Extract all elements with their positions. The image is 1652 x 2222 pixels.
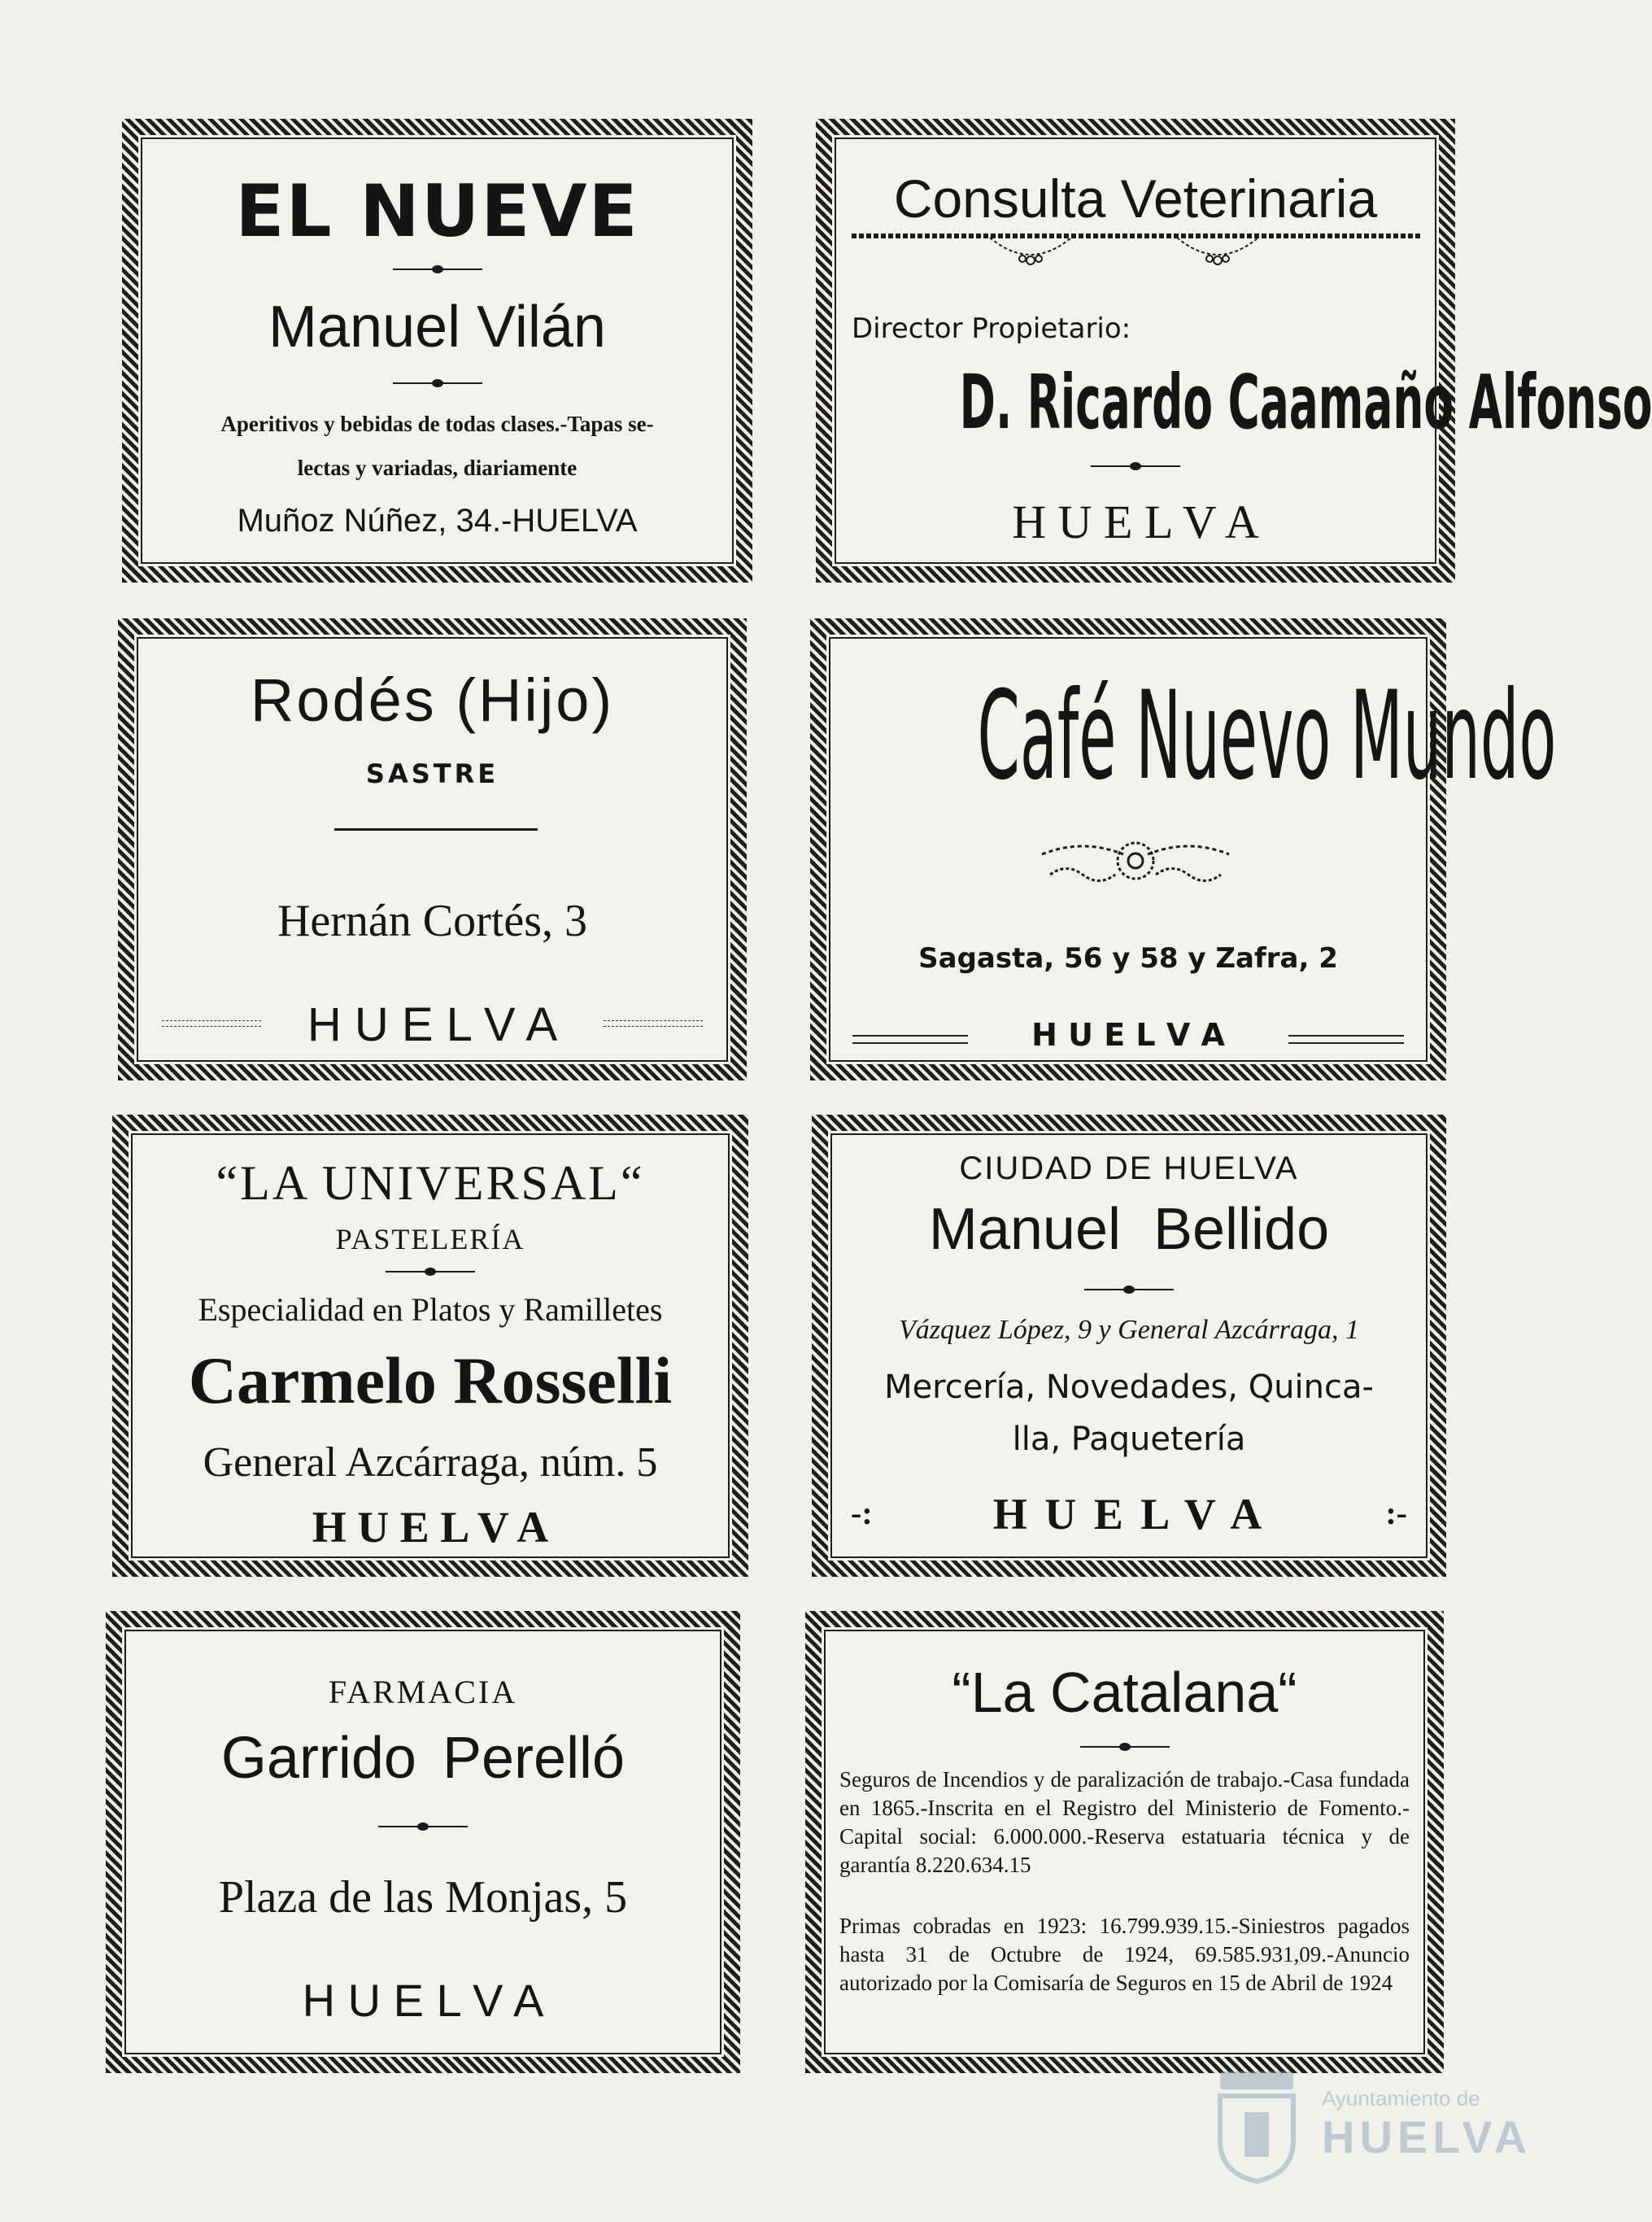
ad-name: D. Ricardo Caamaño Alfonso	[959, 359, 1652, 446]
ad-address: Plaza de las Monjas, 5	[218, 1872, 628, 1923]
ad-pre: FARMACIA	[328, 1674, 518, 1710]
ad-name: “La Catalana“	[952, 1661, 1297, 1724]
ornament-divider	[1080, 1743, 1170, 1751]
ad-manuel-bellido	[812, 1115, 1446, 1577]
ad-paragraph: Primas cobradas en 1923: 16.799.939.15.-Siniestros pagados hasta 31 de Octubre de 1924, 69.585.931,09.-Anuncio autorizado por la Comisaría de Seguros en 15 de Abril de 1924	[839, 1914, 1410, 1995]
ornament-divider	[393, 379, 482, 387]
ad-city: H U E L V A	[307, 998, 558, 1051]
watermark	[1208, 2063, 1532, 2185]
ad-city: H U E L V A	[992, 1490, 1266, 1539]
ornament-scroll	[1034, 830, 1237, 895]
ad-description: Aperitivos y bebidas de todas clases.-Tapas se-	[220, 412, 654, 436]
ad-pre: CIUDAD DE HUELVA	[959, 1150, 1299, 1186]
watermark-line1: Ayuntamiento de	[1322, 2086, 1480, 2111]
ad-title: EL NUEVE	[235, 169, 639, 253]
ad-trade: Mercería, Novedades, Quinca-	[884, 1369, 1374, 1406]
ad-name: Manuel Vilán	[268, 295, 606, 360]
coat-of-arms-icon	[1208, 2063, 1305, 2185]
ad-trade: lla, Paquetería	[1012, 1421, 1246, 1458]
ad-name: Garrido Perelló	[220, 1726, 625, 1791]
ad-address: Sagasta, 56 y 58 y Zafra, 2	[918, 942, 1338, 975]
ad-address: General Azcárraga, núm. 5	[203, 1439, 658, 1486]
double-rule	[1288, 1035, 1404, 1044]
divider-rule	[334, 828, 538, 831]
ad-specialty: Especialidad en Platos y Ramilletes	[198, 1291, 663, 1328]
ad-title: Consulta Veterinaria	[893, 168, 1378, 229]
ad-label: Director Propietario:	[852, 312, 1131, 345]
ad-trade: SASTRE	[365, 758, 499, 789]
ornament-divider	[393, 265, 482, 273]
dotted-rule	[604, 1020, 703, 1027]
ornament-bracket-right: :-	[1385, 1495, 1407, 1531]
ad-consulta-veterinaria	[816, 119, 1652, 583]
ad-city: H U E L V A	[1031, 1017, 1225, 1053]
ad-description: lectas y variadas, diariamente	[297, 456, 578, 480]
ad-city: H U E L V A	[302, 1975, 544, 2026]
ad-city: H U E L V A	[312, 1503, 549, 1552]
ad-farmacia	[106, 1611, 740, 2073]
ad-trade: PASTELERÍA	[335, 1223, 525, 1255]
ad-cafe-nuevo-mundo	[810, 618, 1557, 1080]
ornament-chain	[852, 231, 1421, 280]
ornament-divider	[1091, 462, 1180, 470]
ad-la-catalana	[805, 1611, 1444, 2073]
ad-name: “LA UNIVERSAL“	[216, 1156, 645, 1210]
ad-city: H U E L V A	[1012, 495, 1259, 548]
ad-address: Vázquez López, 9 y General Azcárraga, 1	[899, 1315, 1359, 1345]
ornament-divider	[386, 1268, 475, 1276]
ad-address: Muñoz Núñez, 34.-HUELVA	[237, 503, 638, 539]
ornament-divider	[1084, 1286, 1174, 1294]
ad-address: Hernán Cortés, 3	[277, 896, 587, 946]
ad-rodes-hijo	[118, 618, 747, 1080]
ad-la-universal	[112, 1115, 748, 1577]
ornament-bracket-left: -:	[851, 1495, 873, 1531]
ad-name: Rodés (Hijo)	[250, 666, 615, 734]
ad-name: Café Nuevo Mundo	[977, 666, 1557, 807]
ornament-divider	[378, 1823, 468, 1831]
watermark-line2: HUELVA	[1322, 2111, 1532, 2163]
ad-owner: Carmelo Rosselli	[188, 1343, 673, 1417]
ad-el-nueve	[122, 119, 752, 583]
ad-paragraph: Seguros de Incendios y de paralización de trabajo.-Casa fundada en 1865.-Inscrita en el Registro del Ministerio de Fomento.-Capital social: 6.000.000.-Reserva estatuaria técnica y de garantía 8.220.634.15	[839, 1767, 1410, 1877]
ad-name: Manuel Bellido	[928, 1197, 1330, 1262]
